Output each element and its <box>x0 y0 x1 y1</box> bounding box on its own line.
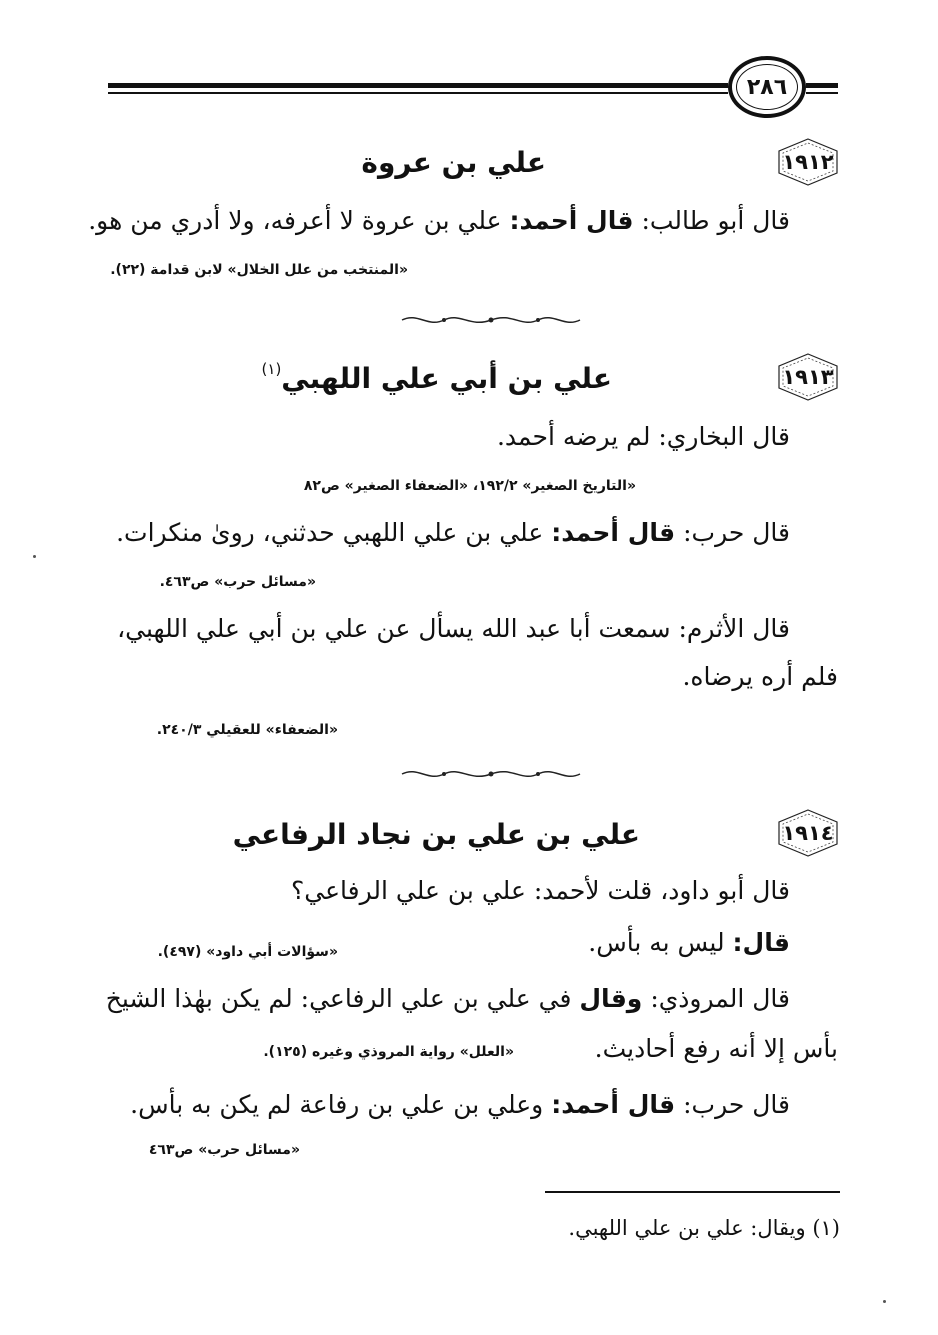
entry-text-line: قال حرب: قال أحمد: وعلي بن علي بن رفاعة لم يكن به بأس. <box>130 1090 790 1119</box>
entry-title: علي بن أبي علي اللهبي$^{(١)}$ <box>261 360 612 395</box>
entry-text-line: قال حرب: قال أحمد: علي بن علي اللهبي حدثني، روىٰ منكرات. <box>116 518 790 547</box>
page-number-badge <box>728 56 806 118</box>
entry-text-line: قال المروذي: وقال في علي بن علي الرفاعي: لم يكن بهٰذا الشيخ <box>105 984 790 1013</box>
entry-text-line: قال الأثرم: سمعت أبا عبد الله يسأل عن علي بن أبي علي اللهبي، <box>117 614 790 643</box>
source-citation: «الضعفاء» للعقيلي ٢٤٠/٣. <box>156 722 338 738</box>
entry-text-line: قال: ليس به بأس. <box>588 928 790 957</box>
source-citation: «العلل» رواية المروذي وغيره (١٢٥). <box>263 1044 514 1060</box>
footnote-text: ويقال: علي بن علي اللهبي. <box>568 1216 806 1240</box>
footnote-rule <box>545 1191 840 1193</box>
entry-number-medallion <box>775 352 841 402</box>
entry-text-line-continued: فلم أره يرضاه. <box>682 662 838 691</box>
entry-title: علي بن عروة <box>361 146 546 179</box>
source-citation: «التاريخ الصغير» ١٩٢/٢، «الضعفاء الصغير» ص٨٢ <box>303 478 636 494</box>
scan-speck <box>33 555 36 558</box>
entry-number: ١٩١٤ <box>782 821 834 845</box>
footnote-marker: (١) <box>261 360 282 378</box>
footnote-marker: (١) <box>812 1216 840 1240</box>
source-citation: «مسائل حرب» ص٤٦٣ <box>148 1142 300 1158</box>
entry-number-medallion <box>775 808 841 858</box>
source-citation: «سؤالات أبي داود» (٤٩٧). <box>157 944 338 960</box>
bold-quote: قال أحمد: <box>551 518 676 547</box>
bold-quote: وقال <box>579 984 643 1013</box>
speaker: قال أبو طالب: <box>641 206 790 235</box>
entry-text-line: قال البخاري: لم يرضه أحمد. <box>496 422 790 451</box>
header-rule-right-thin <box>806 92 838 94</box>
page-number: ٢٨٦ <box>746 74 788 100</box>
bold-quote: قال: <box>732 928 790 957</box>
entry-title: علي بن علي بن نجاد الرفاعي <box>232 818 640 851</box>
footnote <box>568 1216 840 1240</box>
section-divider-ornament <box>398 766 584 782</box>
scan-speck <box>883 1300 886 1303</box>
entry-text-line: قال أبو داود، قلت لأحمد: علي بن علي الرفاعي؟ <box>291 876 790 905</box>
section-divider-ornament <box>398 312 584 328</box>
source-citation: «مسائل حرب» ص٤٦٣. <box>159 574 316 590</box>
entry-text-line-continued: بأس إلا أنه رفع أحاديث. <box>594 1034 838 1063</box>
header-rule-thin <box>108 92 728 94</box>
bold-quote: قال أحمد: <box>509 206 634 235</box>
entry-number: ١٩١٢ <box>782 150 834 174</box>
header-rule-right <box>806 83 838 88</box>
entry-number-medallion <box>775 137 841 187</box>
source-citation: «المنتخب من علل الخلال» لابن قدامة (٢٢). <box>110 262 408 278</box>
quote-text: علي بن عروة لا أعرفه، ولا أدري من هو. <box>88 206 502 235</box>
bold-quote: قال أحمد: <box>551 1090 676 1119</box>
entry-text-line <box>88 206 790 235</box>
header-rule-thick <box>108 83 728 88</box>
entry-number: ١٩١٣ <box>782 365 834 389</box>
